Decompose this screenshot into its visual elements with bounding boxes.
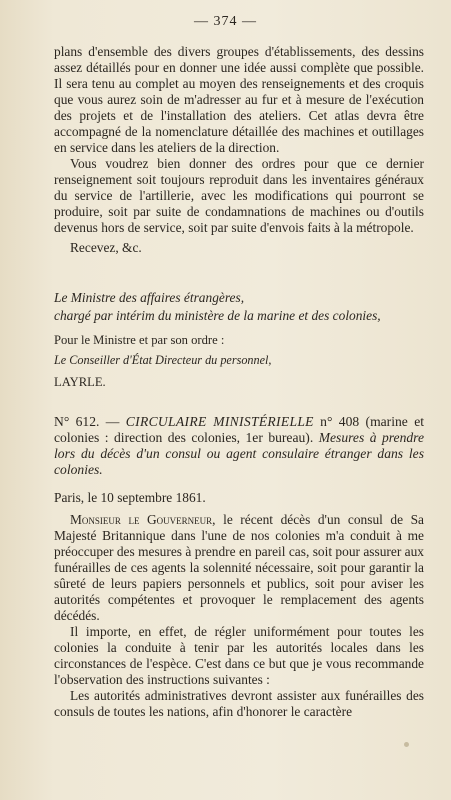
circular-date: Paris, le 10 septembre 1861. [54, 490, 206, 505]
paragraph: Les autorités administratives devront assister aux funérailles des consuls de toutes les nations, afin d'honorer le caractère [54, 688, 424, 719]
circular-title: CIRCULAIRE MINISTÉRIELLE [125, 414, 314, 429]
circular-number: N° 612. [54, 414, 100, 429]
closing-formula: Recevez, &c. [70, 240, 142, 255]
circular-reference: n° 408 (marine et colonies : direction des colonies, 1er bureau). [54, 414, 424, 445]
circular-heading [54, 414, 424, 478]
paragraph-text: le récent décès d'un consul de Sa Majesté Britannique dans l'une de nos colonies m'a conduit à me préoccuper des mesures à prendre en pareil cas, soit pour assurer aux funérailles de ces agents la solennité nécessaire, soit pour garantir la sûreté de leurs papiers personnels et publics, soit pour aviser les autorités compétentes et provoquer le remplacement des agents décédés. [54, 512, 424, 623]
counsellor-line: Le Conseiller d'État Directeur du personnel, [54, 353, 272, 367]
order-line: Pour le Ministre et par son ordre : [54, 333, 225, 347]
heading-dash: — [99, 414, 126, 429]
page-number: — 374 — [194, 14, 257, 29]
signature-block [54, 290, 424, 390]
paper-stain [404, 742, 409, 747]
signatory-name: LAYRLE. [54, 375, 106, 389]
top-text-block [54, 44, 424, 256]
paragraph [54, 512, 424, 624]
paragraph: Il importe, en effet, de régler uniformément pour toutes les colonies la conduite à tenir par les autorités locales dans les circonstances de l'espèce. C'est dans ce but que je vous recommande l'observation des instructions suivantes : [54, 624, 424, 687]
circular-subject: Mesures à prendre lors du décès d'un consul ou agent consulaire étranger dans les colonies. [54, 430, 424, 477]
circular-block [54, 414, 424, 720]
minister-line-1: Le Ministre des affaires étrangères, [54, 290, 245, 305]
paragraph: plans d'ensemble des divers groupes d'établissements, des dessins assez détaillés pour en donner une idée aussi complète que possible. Il sera tenu au complet au moyen des renseignements et des croquis que vous aurez soin de m'adresser au fur et à mesure de l'exécution des projets et de l'installation des ateliers. Cet atlas devra être accompagné de la nomenclature détaillée des machines et outillages en service dans les ateliers de la direction. [54, 44, 424, 155]
paragraph: Vous voudrez bien donner des ordres pour que ce dernier renseignement soit toujours reproduit dans les inventaires généraux du service de l'artillerie, avec les modifications qui pourront se produire, soit par suite de condamnations de machines ou d'outils devenus hors de service, soit par suite d'envois faits à la métropole. [54, 156, 424, 235]
minister-line-2: chargé par intérim du ministère de la marine et des colonies, [54, 308, 381, 323]
salutation: Monsieur le Gouverneur, [70, 512, 216, 527]
